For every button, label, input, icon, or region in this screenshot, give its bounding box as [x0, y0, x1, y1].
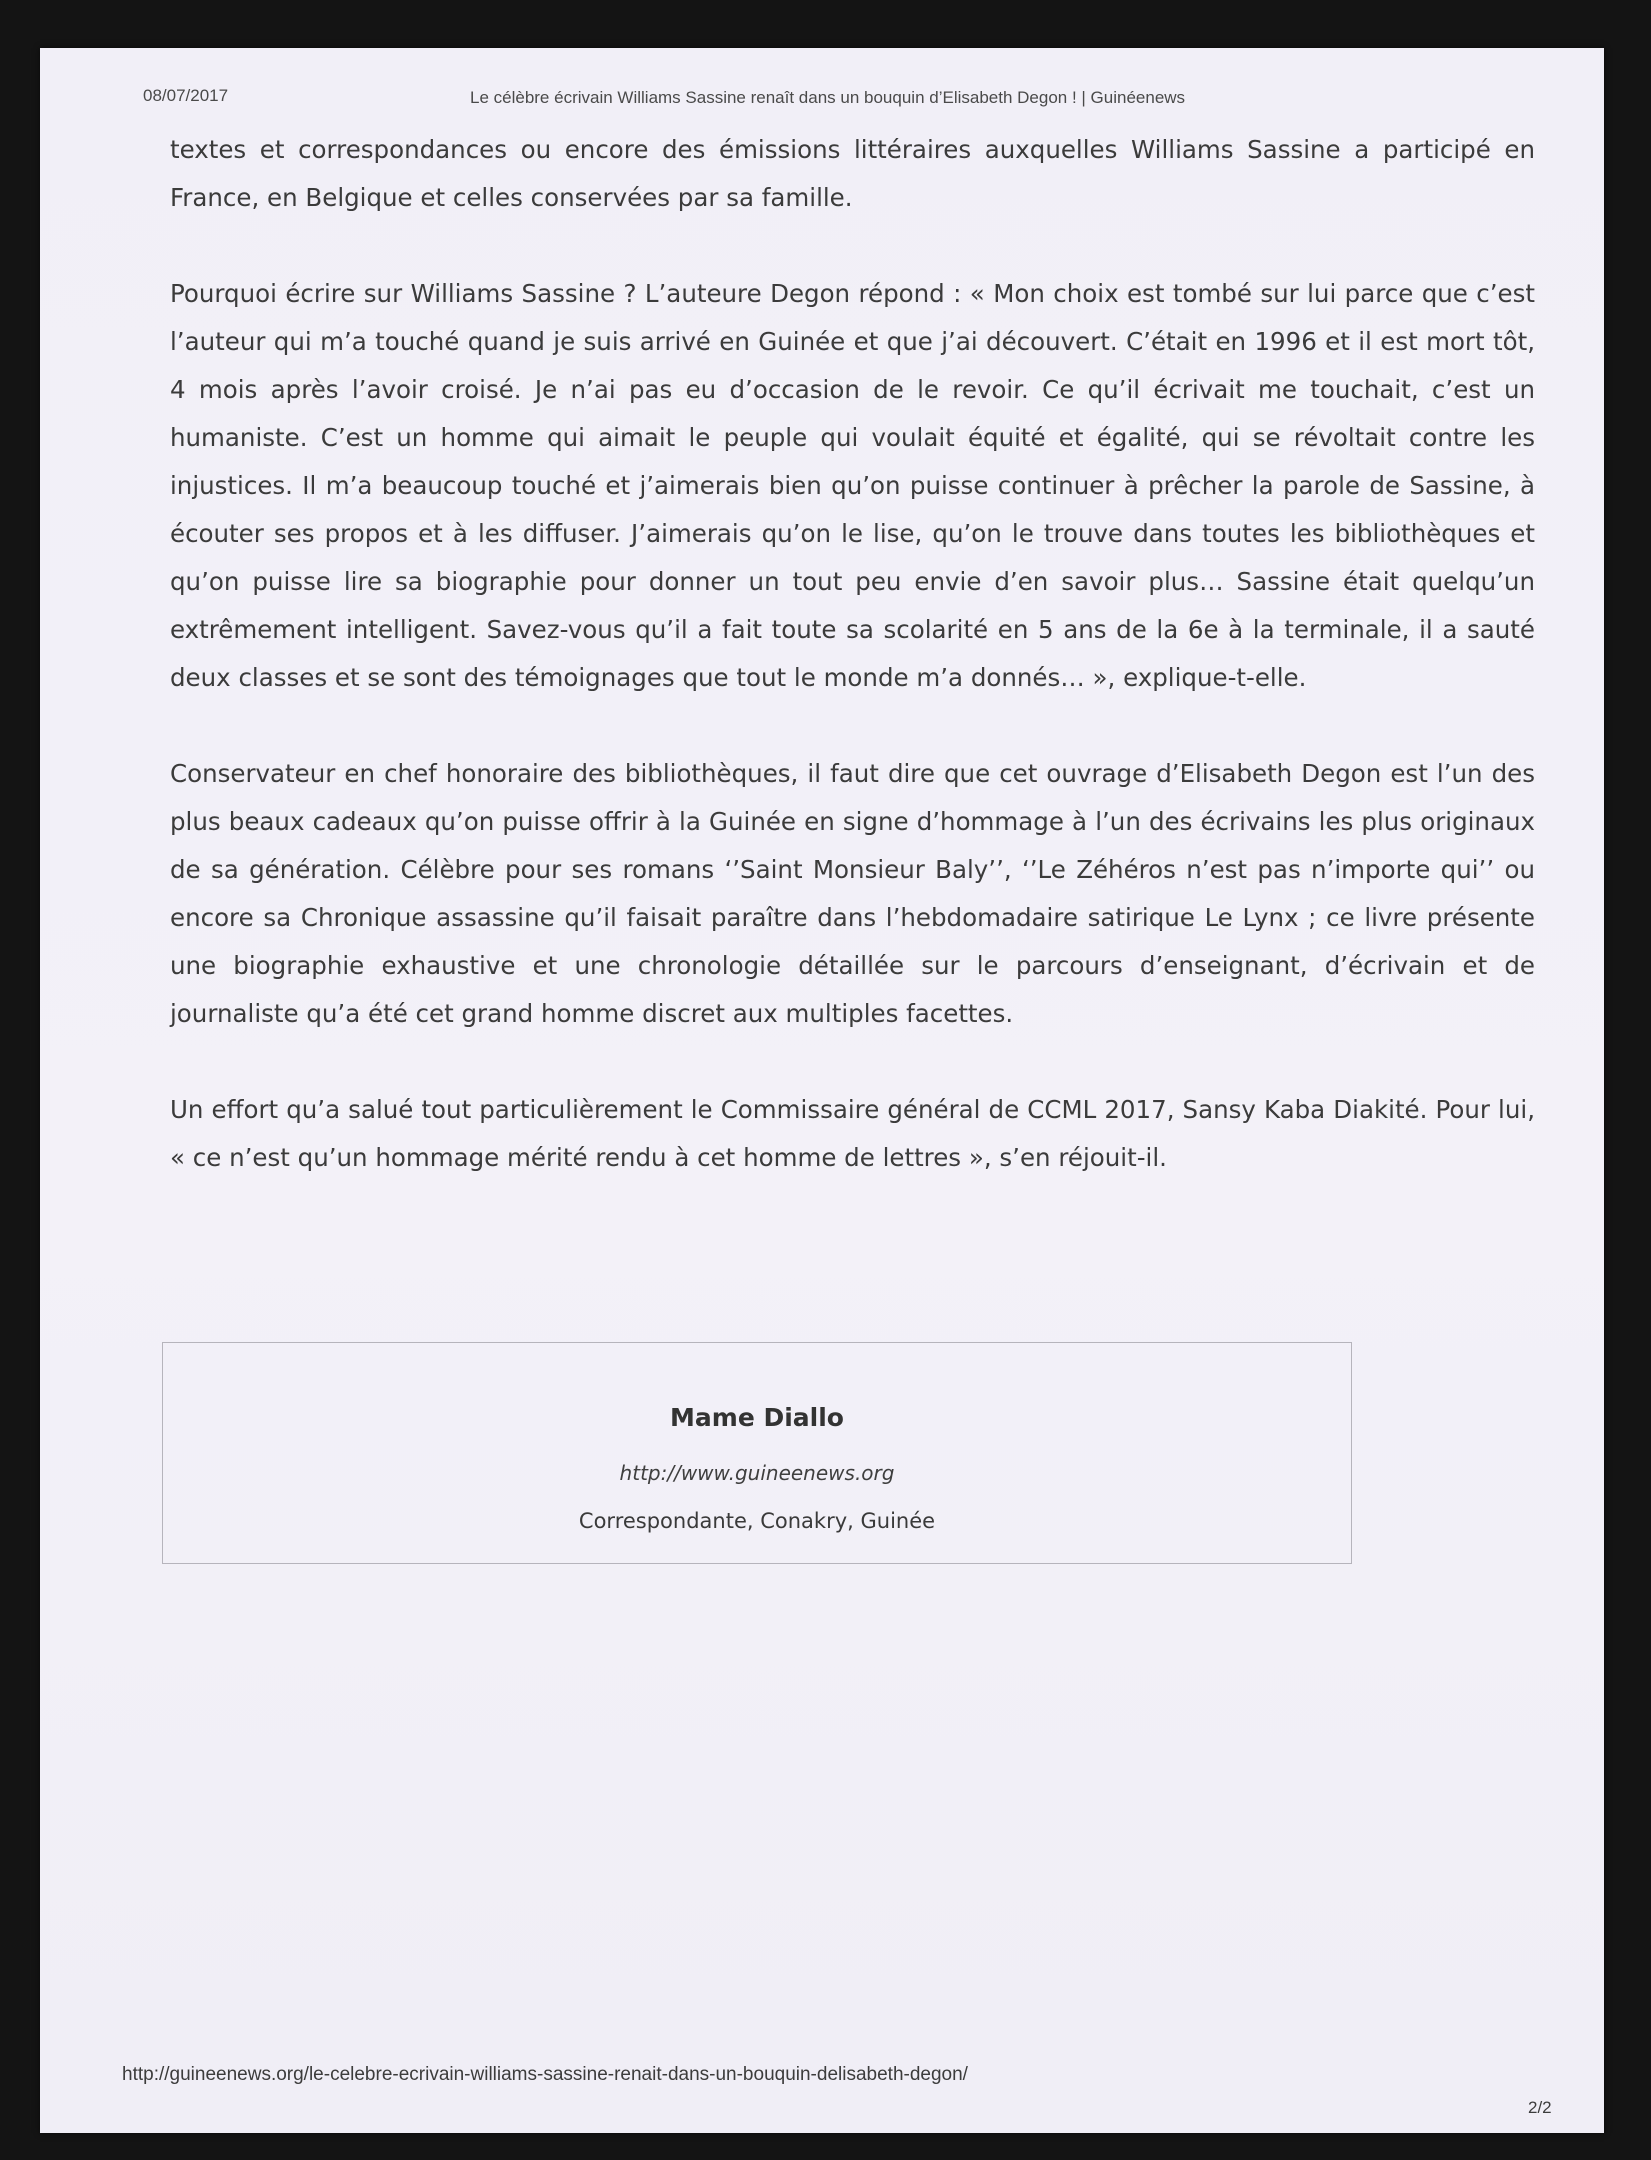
author-website-link[interactable]: http://www.guineenews.org — [619, 1461, 895, 1485]
paragraph-book-description: Conservateur en chef honoraire des bibliothèques, il faut dire que cet ouvrage d’Elisabeth Degon est l’un des plus beaux cadeaux qu’on puisse offrir à la Guinée en signe d’hommage à l’un des écrivains les plus originaux de sa génération. Célèbre pour ses romans ‘’Saint Monsieur Baly’’, ‘’Le Zéhéros n’est pas n’importe qui’’ ou encore sa Chronique assassine qu’il faisait paraître dans l’hebdomadaire satirique Le Lynx ; ce livre présente une biographie exhaustive et une chronologie détaillée sur le parcours d’enseignant, d’écrivain et de journaliste qu’a été cet grand homme discret aux multiples facettes. — [170, 759, 1535, 1028]
printed-page — [40, 48, 1604, 2133]
paragraph-interview-quote: Pourquoi écrire sur Williams Sassine ? L’auteure Degon répond : « Mon choix est tombé sur lui parce que c’est l’auteur qui m’a touché quand je suis arrivé en Guinée et que j’ai découvert. C’était en 1996 et il est mort tôt, 4 mois après l’avoir croisé. Je n’ai pas eu d’occasion de le revoir. Ce qu’il écrivait me touchait, c’est un humaniste. C’est un homme qui aimait le peuple qui voulait équité et égalité, qui se révoltait contre les injustices. Il m’a beaucoup touché et j’aimerais bien qu’on puisse continuer à prêcher la parole de Sassine, à écouter ses propos et à les diffuser. J’aimerais qu’on le lise, qu’on le trouve dans toutes les bibliothèques et qu’on puisse lire sa biographie pour donner un tout peu envie d’en savoir plus… Sassine était quelqu’un extrêmement intelligent. Savez-vous qu’il a fait toute sa scolarité en 5 ans de la 6e à la terminale, il a sauté deux classes et se sont des témoignages que tout le monde m’a donnés… », explique-t-elle. — [170, 279, 1535, 692]
author-name: Mame Diallo — [670, 1403, 844, 1432]
print-date: 08/07/2017 — [143, 86, 229, 105]
page-number: 2/2 — [1528, 2098, 1552, 2117]
paragraph-continuation: textes et correspondances ou encore des émissions littéraires auxquelles Williams Sassine a participé en France, en Belgique et celles conservées par sa famille. — [170, 135, 1535, 212]
author-role: Correspondante, Conakry, Guinée — [578, 1509, 936, 1533]
footer-source-url[interactable]: http://guineenews.org/le-celebre-ecrivain-williams-sassine-renait-dans-un-bouquin-delisabeth-degon/ — [122, 2064, 968, 2085]
article-body — [170, 126, 1535, 1230]
page-title: Le célèbre écrivain Williams Sassine renaît dans un bouquin d’Elisabeth Degon ! | Guinéenews — [470, 88, 1186, 107]
author-signature-box — [162, 1342, 1352, 1564]
paragraph-commissioner-remark: Un effort qu’a salué tout particulièrement le Commissaire général de CCML 2017, Sansy Kaba Diakité. Pour lui, « ce n’est qu’un hommage mérité rendu à cet homme de lettres », s’en réjouit-il. — [170, 1095, 1535, 1172]
